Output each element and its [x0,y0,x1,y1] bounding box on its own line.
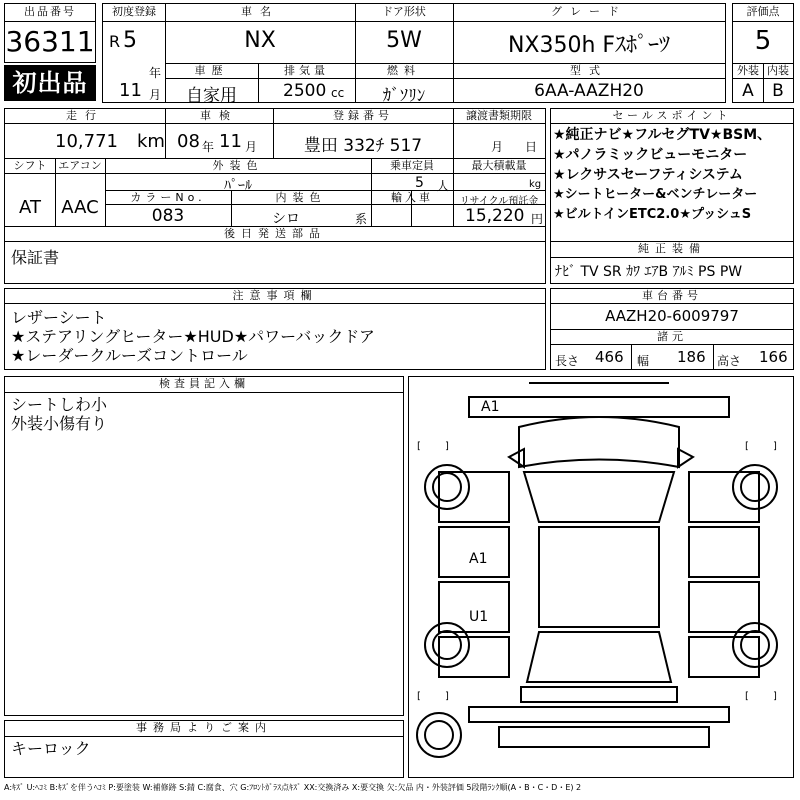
lot-number-box [4,3,96,63]
reg-year: 5 [123,28,137,53]
damage-mark-1: A1 [481,399,500,415]
score-box [732,3,794,103]
selling-point-3: ★レクサスセーフティシステム [553,167,743,183]
fuel-label: 燃料 [387,64,421,77]
inspector-line-1: シートしわ小 [11,395,108,414]
note-line-3: ★レーダークルーズコントロール [11,346,248,365]
reg-month: 11 [119,80,142,101]
int-color: シロ [272,211,300,227]
insp-year: 08 [177,131,200,152]
inspection-label: 車検 [200,109,238,122]
office-text: キーロック [11,739,91,758]
chassis-number: AAZH20-6009797 [605,307,739,325]
load-unit: kg [529,179,542,190]
import-label: 輸入車 [391,191,433,204]
grade-label: グレード [551,5,627,18]
fuel: ｶﾞｿﾘﾝ [382,86,426,106]
shift-label: シフト [13,159,47,172]
height: 166 [759,348,788,366]
displacement: 2500 [283,81,327,101]
score-label: 評価点 [746,5,780,18]
svg-text:[: [ [417,691,421,702]
history-label: 車歴 [194,64,229,77]
car-diagram [409,377,793,777]
equipment-label: 純正装備 [638,242,706,255]
svg-text:[: [ [745,441,749,452]
lot-number: 36311 [5,25,95,58]
inspector-line-2: 外装小傷有り [11,414,108,433]
length-label: 長さ [555,354,580,368]
model: 6AA-AAZH20 [534,81,644,101]
note-line-2: ★ステアリングヒーター★HUD★パワーバックドア [11,327,375,346]
car-name: NX [244,28,276,53]
note-line-1: レザーシート [11,308,107,327]
door-type: 5W [386,28,422,53]
selling-points-box [550,108,794,284]
load-label: 最大積載量 [471,159,527,172]
score: 5 [754,26,772,56]
ext-color-label: 外装色 [212,159,264,172]
insp-year-unit: 年 [202,140,215,154]
displacement-label: 排気量 [284,64,329,77]
legend-footer: A:ｷｽﾞ U:ﾍｺﾐ B:ｷｽﾞを伴うﾍｺﾐ P:要塗装 W:補修跡 S:錆 C:腐食、穴 G:ﾌﾛﾝﾄｶﾞﾗｽ点ｷｽﾞ XX:交換済み X:要交換 欠:欠品 内・外装評価 5段階ﾗﾝｸ順(A・B・C・D・E) 2 [4,783,582,792]
svg-text:]: ] [445,691,449,702]
int-label: 内装 [767,64,789,77]
width-label: 幅 [637,354,650,368]
month-unit: 月 [149,88,162,102]
recycle: 15,220 [465,206,525,226]
ext-score: A [742,81,754,101]
transfer-month: 月 [491,140,504,154]
office-label: 事務局よりご案内 [136,721,272,734]
mileage-label: 走行 [66,109,104,122]
svg-text:]: ] [773,441,777,452]
int-score: B [772,81,784,101]
capacity-unit: 人 [437,179,450,193]
ac: AAC [61,197,99,218]
header-table [102,3,726,106]
height-label: 高さ [717,354,742,368]
capacity: 5 [415,175,424,191]
selling-point-1: ★純正ナビ★フルセグTV★BSM、 [553,127,772,143]
model-label: 型式 [570,64,608,77]
later-parts-label: 後日発送部品 [224,227,326,240]
color-no-label: カラーNo. [130,191,206,204]
mileage-unit: km [137,131,165,152]
plate: 豊田 332ﾁ 517 [303,136,423,156]
ext-color: ﾊﾟｰﾙ [224,178,252,194]
capacity-label: 乗車定員 [390,159,434,172]
car-name-label: 車名 [241,5,279,18]
width: 186 [677,348,706,366]
plate-label: 登録番号 [333,109,393,122]
damage-mark-2: A1 [469,551,488,567]
selling-point-4: ★シートヒーター&ベンチレーター [553,187,758,202]
chassis-label: 車台番号 [642,289,702,302]
int-color-unit: 系 [355,212,368,226]
length: 466 [595,348,624,366]
notes-label: 注意事項欄 [232,289,318,302]
header-section [4,3,794,106]
year-unit: 年 [149,66,162,80]
equipment: ﾅﾋﾞ TV SR ｶﾜ ｴｱB ｱﾙﾐ PS PW [555,264,743,280]
selling-point-5: ★ビルトインETC2.0★プッシュS [553,207,752,222]
first-reg-label: 初度登録 [112,5,156,18]
details-table [4,108,546,284]
inspector-box [4,376,404,716]
recycle-unit: 円 [531,212,544,226]
shift: AT [19,197,41,218]
car-diagram-box [408,376,794,778]
transfer-label: 譲渡書類期限 [466,109,532,122]
ext-label: 外装 [737,64,759,77]
grade: NX350h Fｽﾎﾟｰﾂ [507,33,671,58]
svg-text:]: ] [773,691,777,702]
svg-text:[: [ [745,691,749,702]
history: 自家用 [186,86,237,106]
int-color-label: 内装色 [275,191,327,204]
color-no: 083 [151,206,185,226]
ac-label: エアコン [58,159,102,172]
insp-month: 11 [219,131,242,152]
transfer-day: 日 [525,140,538,154]
notes-box [4,288,546,370]
dims-label: 諸元 [657,330,687,343]
first-listing-badge: 初出品 [4,65,96,101]
door-label: ドア形状 [382,5,426,18]
selling-points-label: セールスポイント [612,109,732,122]
recycle-label: リサイクル預託金 [459,196,539,207]
svg-text:[: [ [417,441,421,452]
inspector-label: 検査員記入欄 [159,377,249,390]
chassis-box [550,288,794,370]
selling-point-2: ★パノラミックビューモニター [553,147,748,163]
later-parts: 保証書 [11,248,60,267]
displacement-unit: cc [331,86,345,100]
office-box [4,720,404,778]
damage-mark-3: U1 [469,609,489,625]
mileage: 10,771 [55,131,118,152]
lot-number-label: 出品番号 [24,5,76,18]
insp-month-unit: 月 [245,140,258,154]
svg-text:]: ] [445,441,449,452]
era: R [109,32,121,51]
